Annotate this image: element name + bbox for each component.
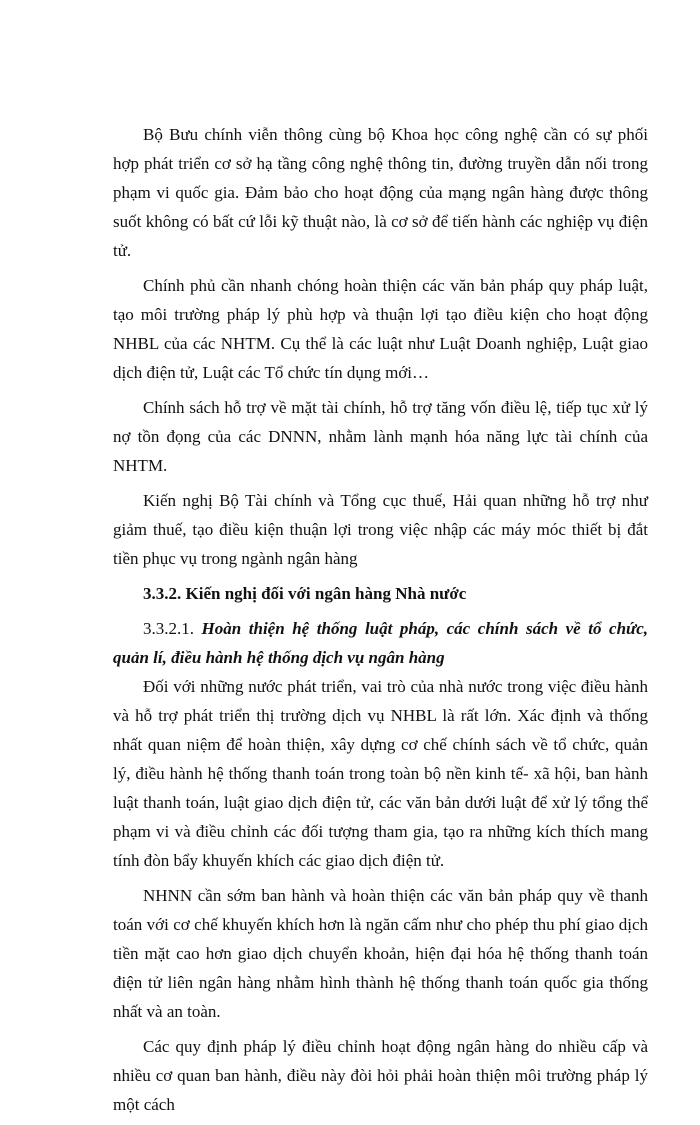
paragraph-infrastructure: Bộ Bưu chính viễn thông cùng bộ Khoa học công nghệ cần có sự phối hợp phát triển cơ sở hạ tầng công nghệ thông tin, đường truyền dẫn nối trong phạm vi quốc gia. Đảm bảo cho hoạt động của mạng ngân hàng được thông suốt không có bất cứ lỗi kỹ thuật nào, là cơ sở để tiến hành các nghiệp vụ điện tử. [113,125,648,260]
subsection-title: Hoàn thiện hệ thống luật pháp, các chính sách về tổ chức, quản lí, điều hành hệ thống dịch vụ ngân hàng [113,619,648,667]
subsection-heading [113,614,648,672]
paragraph-legal-regulations: Các quy định pháp lý điều chỉnh hoạt động ngân hàng do nhiều cấp và nhiều cơ quan ban hành, điều này đòi hỏi phải hoàn thiện môi trường pháp lý một cách [113,1037,648,1114]
paragraph-government-legal: Chính phủ cần nhanh chóng hoàn thiện các văn bản pháp quy pháp luật, tạo môi trường pháp lý phù hợp và thuận lợi tạo điều kiện cho hoạt động NHBL của các NHTM. Cụ thể là các luật như Luật Doanh nghiệp, Luật giao dịch điện tử, Luật các Tổ chức tín dụng mới… [113,276,648,382]
section-heading: 3.3.2. Kiến nghị đối với ngân hàng Nhà nước [143,584,467,603]
subsection-number: 3.3.2.1. [143,619,194,638]
paragraph-tax-recommendation: Kiến nghị Bộ Tài chính và Tổng cục thuế, Hải quan những hỗ trợ như giảm thuế, tạo điều kiện thuận lợi trong việc nhập các máy móc thiết bị đắt tiền phục vụ trong ngành ngân hàng [113,491,648,568]
paragraph-financial-support: Chính sách hỗ trợ về mặt tài chính, hỗ trợ tăng vốn điều lệ, tiếp tục xử lý nợ tồn đọng của các DNNN, nhằm lành mạnh hóa năng lực tài chính của NHTM. [113,398,648,475]
paragraph-state-role: Đối với những nước phát triển, vai trò của nhà nước trong việc điều hành và hỗ trợ phát triển thị trường dịch vụ NHBL là rất lớn. Xác định và thống nhất quan niệm để hoàn thiện, xây dựng cơ chế chính sách về tổ chức, quản lý, điều hành hệ thống thanh toán trong toàn bộ nền kinh tế- xã hội, ban hành luật thanh toán, luật giao dịch điện tử, các văn bản dưới luật để xử lý tổng thể phạm vi và điều chỉnh các đối tượng tham gia, tạo ra những kích thích mang tính đòn bẩy khuyến khích các giao dịch điện tử. [113,677,648,870]
paragraph-sbv-payment: NHNN cần sớm ban hành và hoàn thiện các văn bản pháp quy về thanh toán với cơ chế khuyến khích hơn là ngăn cấm như cho phép thu phí giao dịch tiền mặt cao hơn giao dịch chuyển khoản, hiện đại hóa hệ thống thanh toán điện tử liên ngân hàng nhằm hình thành hệ thống thanh toán quốc gia thống nhất và an toàn. [113,886,648,1021]
document-body [113,120,648,1125]
